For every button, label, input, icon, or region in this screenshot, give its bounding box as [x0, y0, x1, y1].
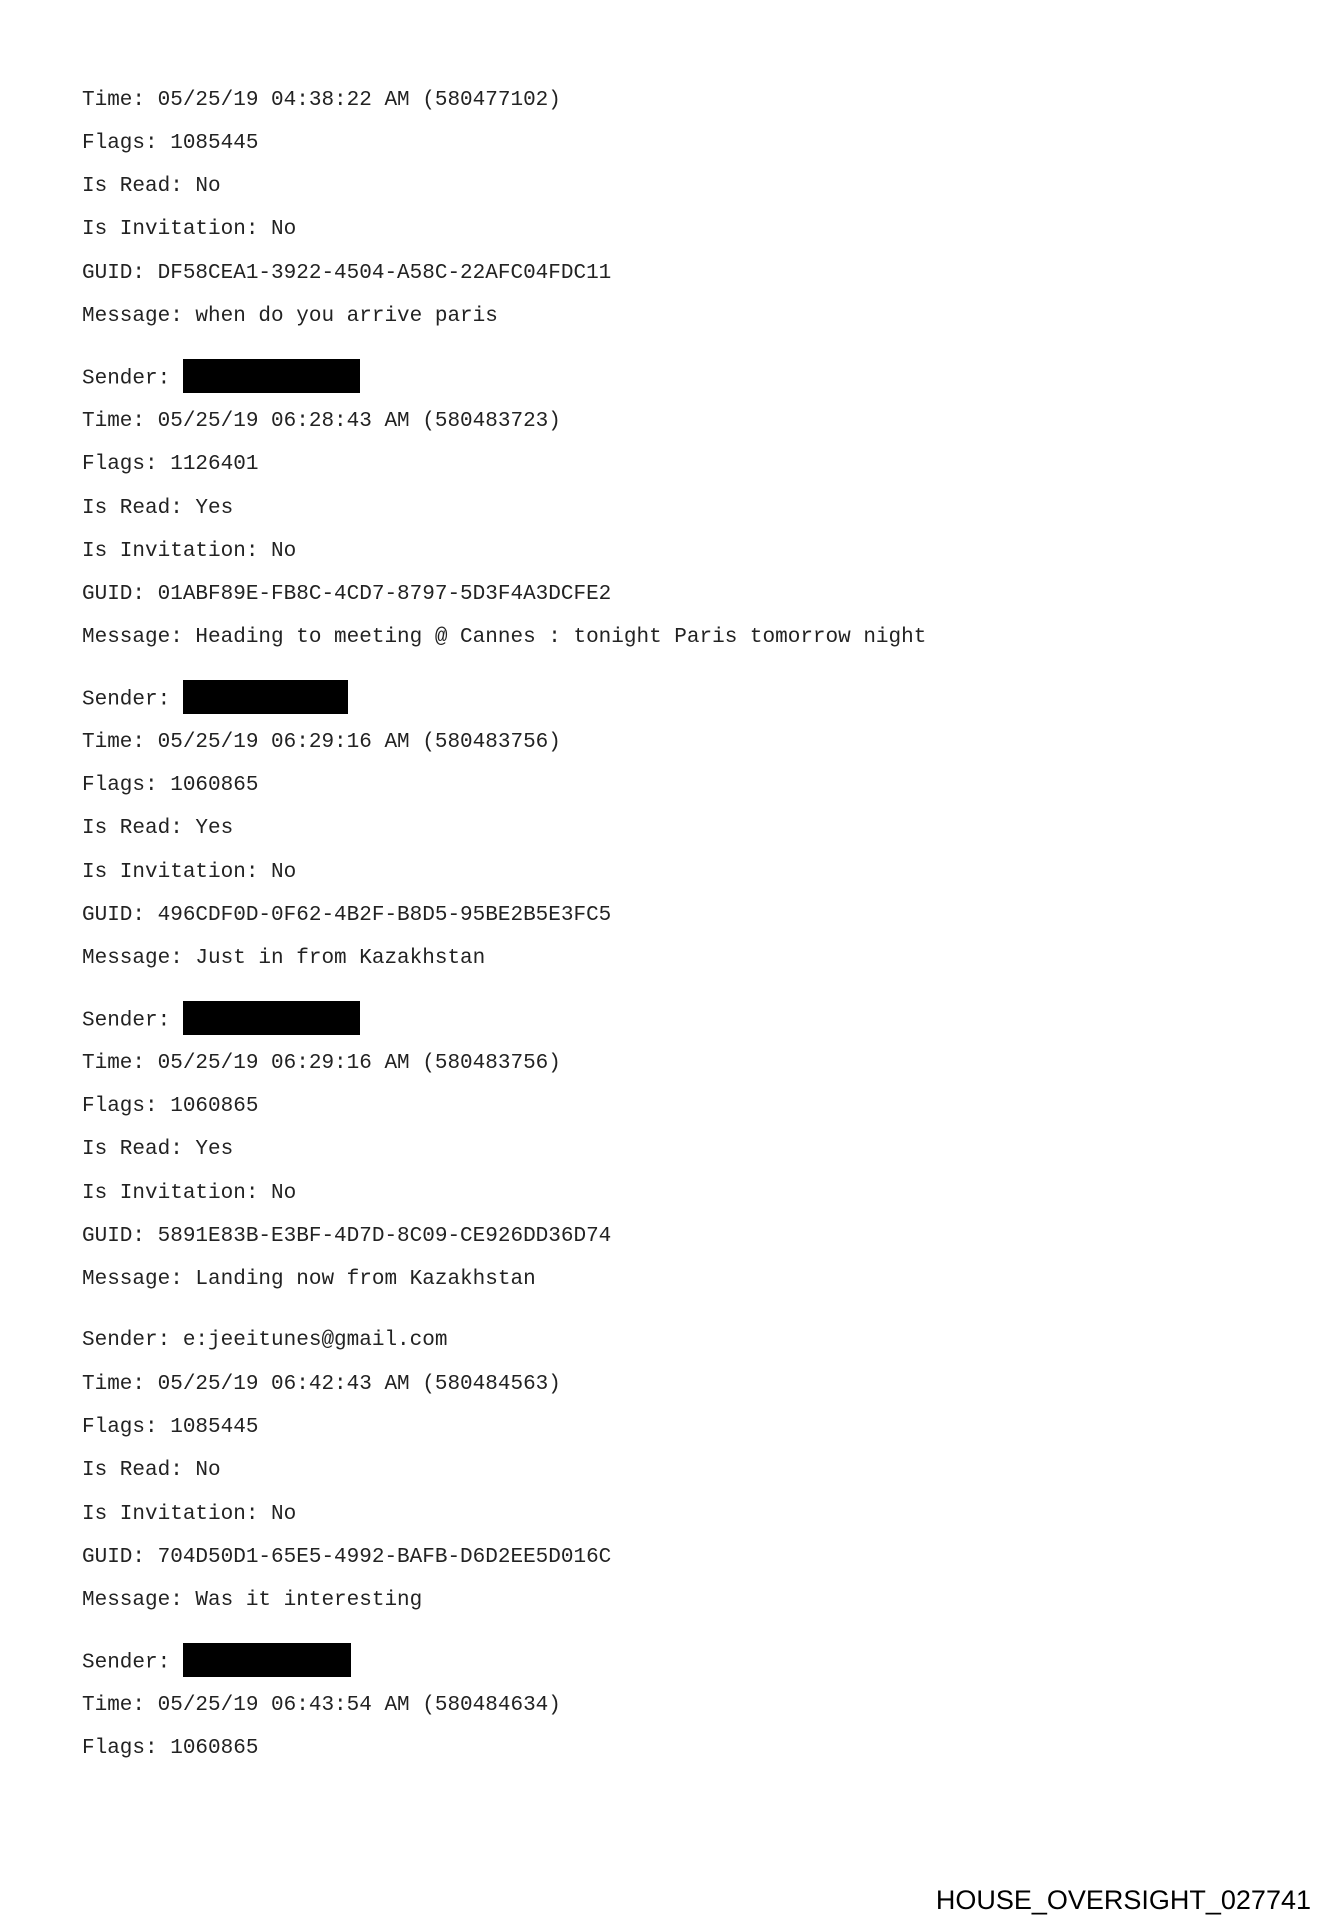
message-line: Message: Was it interesting	[82, 1589, 423, 1612]
flags-line: Flags: 1060865	[82, 1095, 259, 1118]
flags-line: Flags: 1060865	[82, 774, 259, 797]
guid-line: GUID: DF58CEA1-3922-4504-A58C-22AFC04FDC11	[82, 262, 612, 285]
message-line: Message: Heading to meeting @ Cannes : tonight Paris tomorrow night	[82, 626, 927, 649]
guid-line: GUID: 01ABF89E-FB8C-4CD7-8797-5D3F4A3DCFE2	[82, 583, 612, 606]
flags-line: Flags: 1060865	[82, 1737, 259, 1760]
guid-line: GUID: 704D50D1-65E5-4992-BAFB-D6D2EE5D016C	[82, 1546, 612, 1569]
time-line: Time: 05/25/19 06:29:16 AM (580483756)	[82, 1052, 561, 1075]
time-line: Time: 05/25/19 06:29:16 AM (580483756)	[82, 731, 561, 754]
is-read-line: Is Read: Yes	[82, 497, 234, 520]
sender-label: Sender:	[82, 1651, 171, 1675]
flags-line: Flags: 1085445	[82, 1416, 259, 1439]
is-invitation-line: Is Invitation: No	[82, 218, 297, 241]
bates-number: HOUSE_OVERSIGHT_027741	[935, 1885, 1311, 1915]
is-invitation-line: Is Invitation: No	[82, 1503, 297, 1526]
flags-line: Flags: 1085445	[82, 132, 259, 155]
message-line: Message: when do you arrive paris	[82, 305, 498, 328]
is-invitation-line: Is Invitation: No	[82, 861, 297, 884]
redaction-box	[183, 1001, 360, 1035]
message-line: Message: Landing now from Kazakhstan	[82, 1268, 536, 1291]
redaction-box	[183, 359, 360, 393]
is-read-line: Is Read: No	[82, 1459, 221, 1482]
redaction-box	[183, 680, 348, 714]
sender-line	[82, 1005, 360, 1035]
guid-line: GUID: 496CDF0D-0F62-4B2F-B8D5-95BE2B5E3FC5	[82, 904, 612, 927]
sender-label: Sender:	[82, 688, 171, 712]
message-line: Message: Just in from Kazakhstan	[82, 947, 486, 970]
time-line: Time: 05/25/19 06:43:54 AM (580484634)	[82, 1694, 561, 1717]
flags-line: Flags: 1126401	[82, 453, 259, 476]
sender-line: Sender: e:jeeitunes@gmail.com	[82, 1329, 448, 1352]
is-read-line: Is Read: No	[82, 175, 221, 198]
sender-line	[82, 363, 360, 393]
time-line: Time: 05/25/19 04:38:22 AM (580477102)	[82, 89, 561, 112]
guid-line: GUID: 5891E83B-E3BF-4D7D-8C09-CE926DD36D74	[82, 1225, 612, 1248]
sender-label: Sender:	[82, 367, 171, 391]
time-line: Time: 05/25/19 06:28:43 AM (580483723)	[82, 410, 561, 433]
sender-label: Sender:	[82, 1009, 171, 1033]
is-read-line: Is Read: Yes	[82, 1138, 234, 1161]
redaction-box	[183, 1643, 351, 1677]
is-invitation-line: Is Invitation: No	[82, 1182, 297, 1205]
time-line: Time: 05/25/19 06:42:43 AM (580484563)	[82, 1373, 561, 1396]
sender-line	[82, 684, 348, 714]
sender-line	[82, 1647, 351, 1677]
is-read-line: Is Read: Yes	[82, 817, 234, 840]
is-invitation-line: Is Invitation: No	[82, 540, 297, 563]
